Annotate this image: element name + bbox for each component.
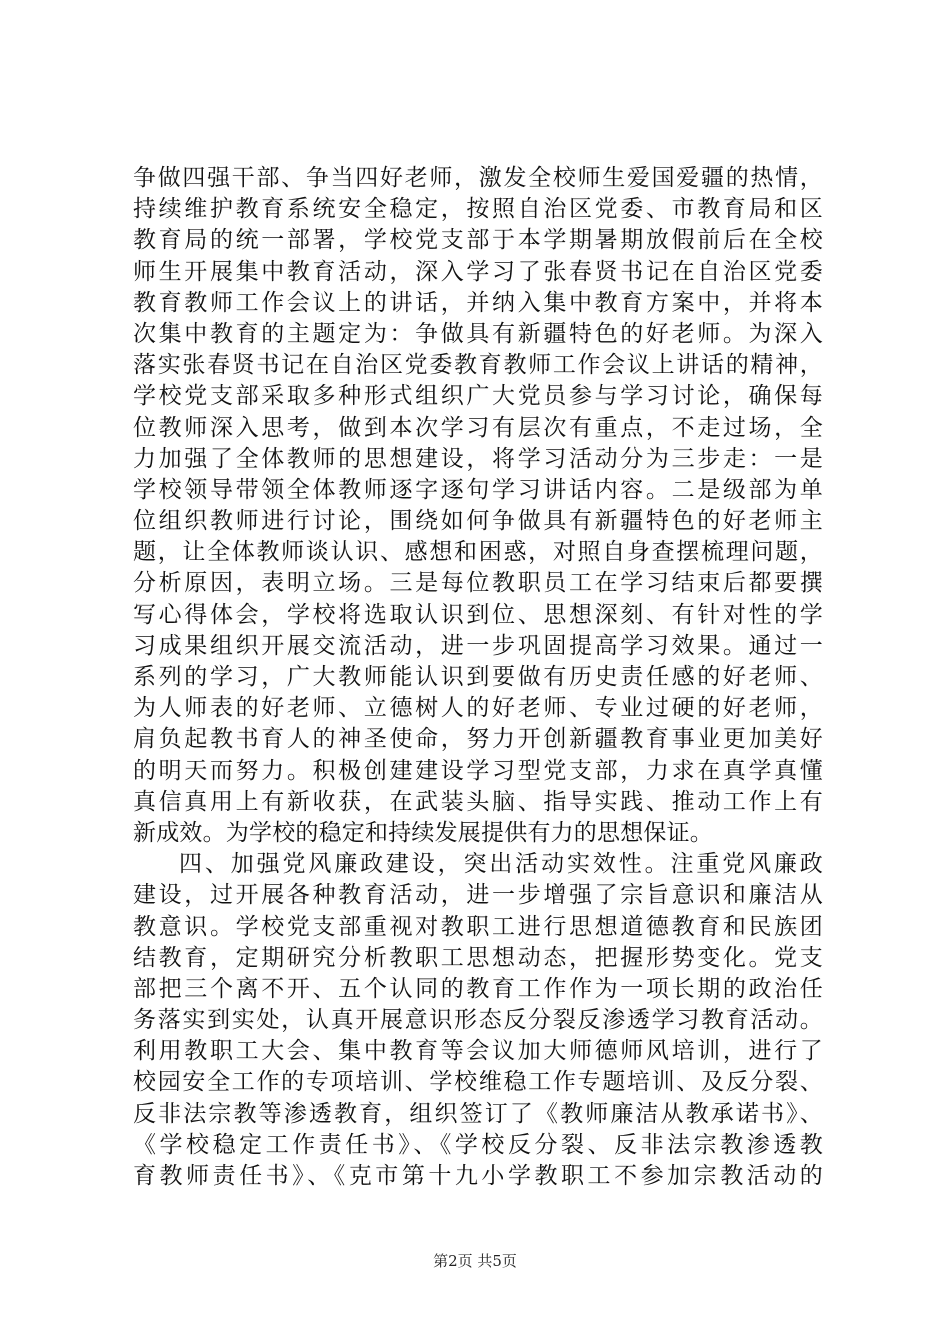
text-line: 习成果组织开展交流活动，进一步巩固提高学习效果。通过一 [133, 632, 823, 659]
text-line: 争做四强干部、争当四好老师，激发全校师生爱国爱疆的热情， [133, 165, 823, 191]
text-line: 为人师表的好老师、立德树人的好老师、专业过硬的好老师， [133, 695, 823, 722]
text-line: 建设，过开展各种教育活动，进一步增强了宗旨意识和廉洁从 [133, 882, 823, 909]
text-line: 题，让全体教师谈认识、感想和困惑，对照自身查摆梳理问题， [133, 539, 823, 566]
text-line: 教意识。学校党支部重视对教职工进行思想道德教育和民族团 [133, 913, 823, 940]
text-line: 力加强了全体教师的思想建设，将学习活动分为三步走：一是 [133, 445, 823, 472]
text-line: 校园安全工作的专项培训、学校维稳工作专题培训、及反分裂、 [133, 1069, 823, 1096]
text-line: 学校党支部采取多种形式组织广大党员参与学习讨论，确保每 [133, 383, 823, 410]
text-line: 真信真用上有新收获，在武装头脑、指导实践、推动工作上有 [133, 788, 823, 815]
section-heading-line: 四、加强党风廉政建设，突出活动实效性。注重党风廉政 [179, 851, 823, 878]
text-line: 持续维护教育系统安全稳定，按照自治区党委、市教育局和区 [133, 196, 823, 223]
text-line: 的明天而努力。积极创建建设学习型党支部，力求在真学真懂 [133, 757, 823, 784]
text-line: 学校领导带领全体教师逐字逐句学习讲话内容。二是级部为单 [133, 476, 823, 503]
text-line: 部把三个离不开、五个认同的教育工作作为一项长期的政治任 [133, 975, 823, 1002]
text-line: 育教师责任书》、《克市第十九小学教职工不参加宗教活动的 [133, 1163, 823, 1189]
text-line: 利用教职工大会、集中教育等会议加大师德师风培训，进行了 [133, 1038, 823, 1065]
text-line: 系列的学习，广大教师能认识到要做有历史责任感的好老师、 [133, 664, 823, 690]
text-line: 教育局的统一部署，学校党支部于本学期暑期放假前后在全校 [133, 227, 823, 254]
text-line: 次集中教育的主题定为：争做具有新疆特色的好老师。为深入 [133, 320, 823, 347]
text-line: 落实张春贤书记在自治区党委教育教师工作会议上讲话的精神， [133, 352, 823, 379]
text-line: 务落实到实处，认真开展意识形态反分裂反渗透学习教育活动。 [133, 1007, 823, 1034]
text-line: 写心得体会，学校将选取认识到位、思想深刻、有针对性的学 [133, 601, 823, 628]
body-text [133, 163, 823, 1192]
text-line: 位教师深入思考，做到本次学习有层次有重点，不走过场，全 [133, 414, 823, 441]
text-line: 师生开展集中教育活动，深入学习了张春贤书记在自治区党委 [133, 258, 823, 285]
paragraph-end-line: 新成效。为学校的稳定和持续发展提供有力的思想保证。 [133, 819, 713, 846]
text-line: 分析原因，表明立场。三是每位教职员工在学习结束后都要撰 [133, 570, 823, 597]
text-line: 结教育，定期研究分析教职工思想动态，把握形势变化。党支 [133, 944, 823, 971]
text-line: 位组织教师进行讨论，围绕如何争做具有新疆特色的好老师主 [133, 508, 823, 535]
text-line: 肩负起教书育人的神圣使命，努力开创新疆教育事业更加美好 [133, 726, 823, 753]
text-line: 反非法宗教等渗透教育，组织签订了《教师廉洁从教承诺书》、 [133, 1100, 823, 1127]
page-number-footer: 第2页 共5页 [433, 1252, 517, 1270]
text-line: 《学校稳定工作责任书》、《学校反分裂、反非法宗教渗透教 [133, 1131, 823, 1158]
text-line: 教育教师工作会议上的讲话，并纳入集中教育方案中，并将本 [133, 289, 823, 316]
